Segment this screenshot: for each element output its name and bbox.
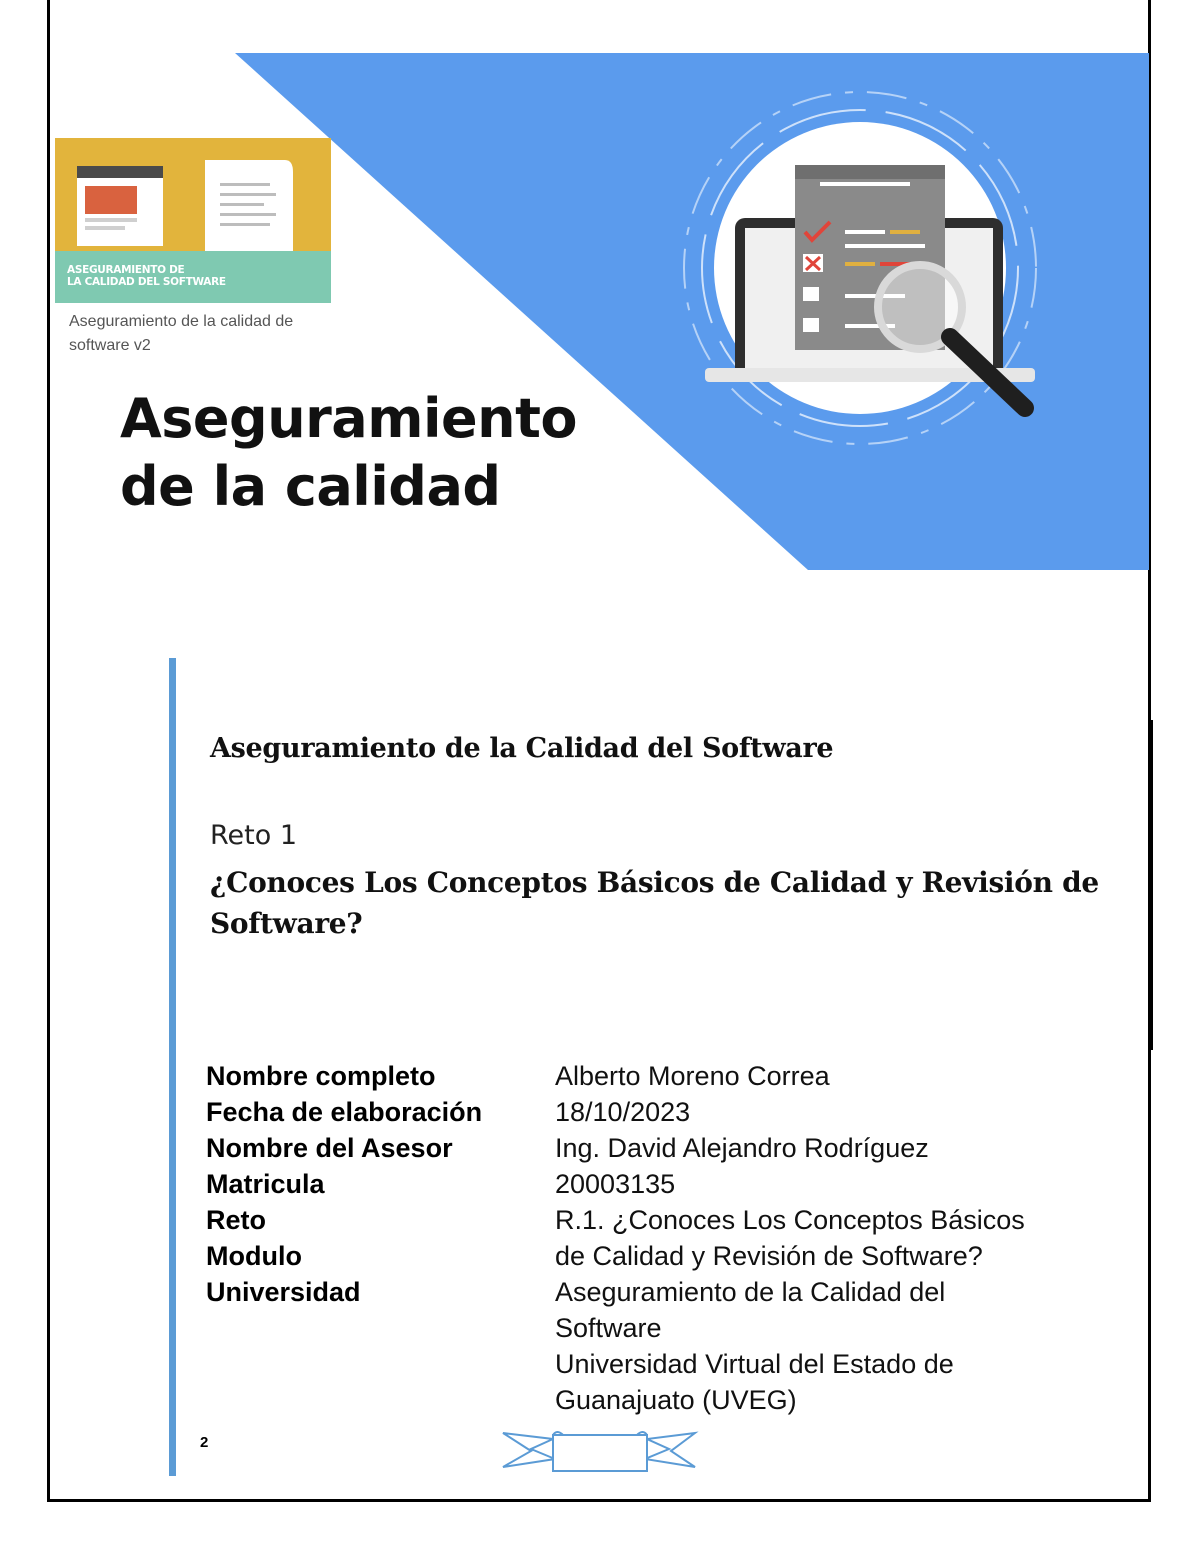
cover-title-line-1: Aseguramiento xyxy=(120,387,577,450)
thumbnail-band-line-2: LA CALIDAD DEL SOFTWARE xyxy=(67,276,226,288)
info-value: Ing. David Alejandro Rodríguez xyxy=(555,1133,929,1163)
info-value: Alberto Moreno Correa xyxy=(555,1061,830,1091)
thumbnail-band-text xyxy=(67,264,226,288)
info-label: Matricula xyxy=(206,1169,325,1199)
thumbnail-band-line-1: ASEGURAMIENTO DE xyxy=(67,264,185,276)
info-value: Software xyxy=(555,1313,662,1343)
thumbnail-caption: Aseguramiento de la calidad de software v2 xyxy=(69,313,294,354)
reto-label: Reto 1 xyxy=(210,820,298,851)
info-value: R.1. ¿Conoces Los Conceptos Básicos xyxy=(555,1205,1025,1235)
info-label: Nombre completo xyxy=(206,1061,436,1091)
info-value: 20003135 xyxy=(555,1169,676,1199)
info-label: Fecha de elaboración xyxy=(206,1097,483,1127)
page-edge-line xyxy=(1149,720,1153,1050)
info-label: Nombre del Asesor xyxy=(206,1133,453,1163)
info-value: de Calidad y Revisión de Software? xyxy=(555,1241,983,1271)
info-value: Guanajuato (UVEG) xyxy=(555,1385,797,1415)
info-label: Modulo xyxy=(206,1241,302,1271)
info-value: Universidad Virtual del Estado de xyxy=(555,1349,954,1379)
cover-title-line-2: de la calidad xyxy=(120,455,501,518)
cover-title xyxy=(120,385,577,521)
course-thumbnail xyxy=(55,138,331,358)
info-label: Universidad xyxy=(206,1277,361,1307)
info-value: Aseguramiento de la Calidad del xyxy=(555,1277,946,1307)
reto-question: ¿Conoces Los Conceptos Básicos de Calidad y Revisión de Software? xyxy=(210,866,1099,940)
info-labels xyxy=(206,1058,546,1310)
info-value: 18/10/2023 xyxy=(555,1097,691,1127)
accent-sidebar-bar xyxy=(169,658,176,1476)
page-number: 2 xyxy=(200,1434,209,1451)
info-label: Reto xyxy=(206,1205,266,1235)
course-title: Aseguramiento de la Calidad del Software xyxy=(210,733,834,764)
scroll-banner-icon xyxy=(495,1425,705,1480)
info-values xyxy=(555,1058,1115,1418)
